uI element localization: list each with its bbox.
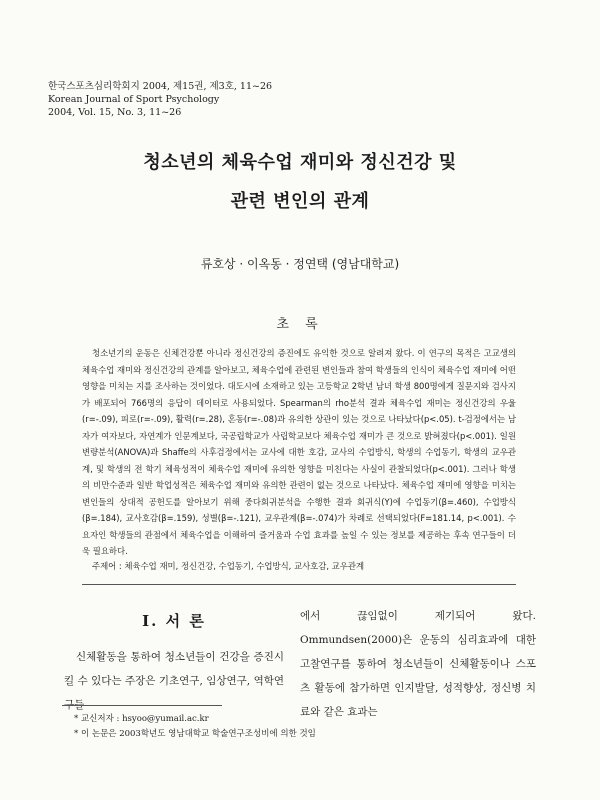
abstract-body (82, 345, 516, 560)
author-list: 류호상 · 이옥동 · 정연택 (영남대학교) (200, 257, 400, 271)
intro-paragraph-left: 신체활동을 통하여 청소년들이 건강을 증진시킬 수 있다는 주장은 기초연구, 임상연구, 역학연구들 (64, 651, 284, 711)
journal-english-line: Korean Journal of Sport Psychology (48, 94, 220, 105)
intro-paragraph-right: 에서 끊임없이 제기되어 왔다. Ommundsen(2000)은 운동의 심리효과에 대한 고찰연구를 통하여 청소년들이 신체활동이나 스포츠 활동에 참가하면 인지발달, 성적향상, 정신병 치료와 같은 효과는 (300, 610, 536, 718)
journal-volume-line: 2004, Vol. 15, No. 3, 11~26 (48, 107, 182, 118)
right-column (300, 604, 536, 724)
journal-header (48, 80, 272, 119)
footnote-divider (62, 705, 222, 706)
abstract-text: 청소년기의 운동은 신체건강뿐 아니라 정신건강의 증진에도 유익한 것으로 알려져 왔다. 이 연구의 목적은 고교생의 체육수업 재미와 정신건강의 관계를 알아보고, 체육수업에 관련된 변인들과 참여 학생들의 인식이 체육수업 재미에 어떤 영향을 미치는 지를 조사하는 것이었다. 대도시에 소재하고 있는 고등학교 2학년 남녀 학생 800명에게 질문지와 검사지가 배포되어 766명의 응답이 데이터로 사용되었다. Spearman의 rho분석 결과 체육수업 재미는 정신건강의 우울(r=-.09), 피로(r=-.09), 활력(r=.28), 혼동(r=-.08)과 유의한 상관이 있는 것으로 나타났다(p<.05). t-검정에서는 남자가 여자보다, 자연계가 인문계보다, 국공립학교가 사립학교보다 체육수업 재미가 큰 것으로 밝혀졌다(p<.001). 일원변량분석(ANOVA)과 Shaffe의 사후검정에서는 교사에 대한 호감, 교사의 수업방식, 학생의 수업동기, 학생의 교우관계, 및 학생의 전 학기 체육성적이 체육수업 재미에 유의한 영향을 미친다는 사실이 관찰되었다(p<.001). 그러나 학생의 비만수준과 일반 학업성적은 체육수업 재미와 유의한 관련이 없는 것으로 나타났다. 체육수업 재미에 영향을 미치는 변인들의 상대적 공헌도를 알아보기 위해 중다회귀분석을 수행한 결과 회귀식(Y)에 수업동기(β=.460), 수업방식(β=.184), 교사호감(β=.159), 성별(β=-.121), 교우관계(β=-.074)가 차례로 선택되었다(F=181.14, p<.001). 수요자인 학생들의 관점에서 체육수업을 이해하여 즐거움과 수업 효과를 높일 수 있는 정보를 제공하는 후속 연구들이 더욱 필요하다. (82, 348, 516, 556)
keywords: 주제어 : 체육수업 재미, 정신건강, 수업동기, 수업방식, 교사호감, 교우관계 (92, 561, 365, 571)
left-column (64, 610, 284, 717)
paper-title-line-1: 청소년의 체육수업 재미와 정신건강 및 (143, 152, 457, 173)
abstract-divider (82, 584, 516, 585)
section-heading-introduction: I. 서 론 (142, 612, 206, 630)
journal-korean-line: 한국스포츠심리학회지 2004, 제15권, 제3호, 11~26 (48, 81, 273, 92)
paper-title-line-2: 관련 변인의 관계 (230, 191, 370, 212)
footnote-contact: * 교신저자 : hsyoo@yumail.ac.kr (74, 714, 209, 724)
footnote-funding: * 이 논문은 2003학년도 영남대학교 학술연구조성비에 의한 것임 (74, 729, 316, 739)
abstract-heading: 초 록 (276, 317, 324, 332)
footnotes (74, 712, 316, 742)
